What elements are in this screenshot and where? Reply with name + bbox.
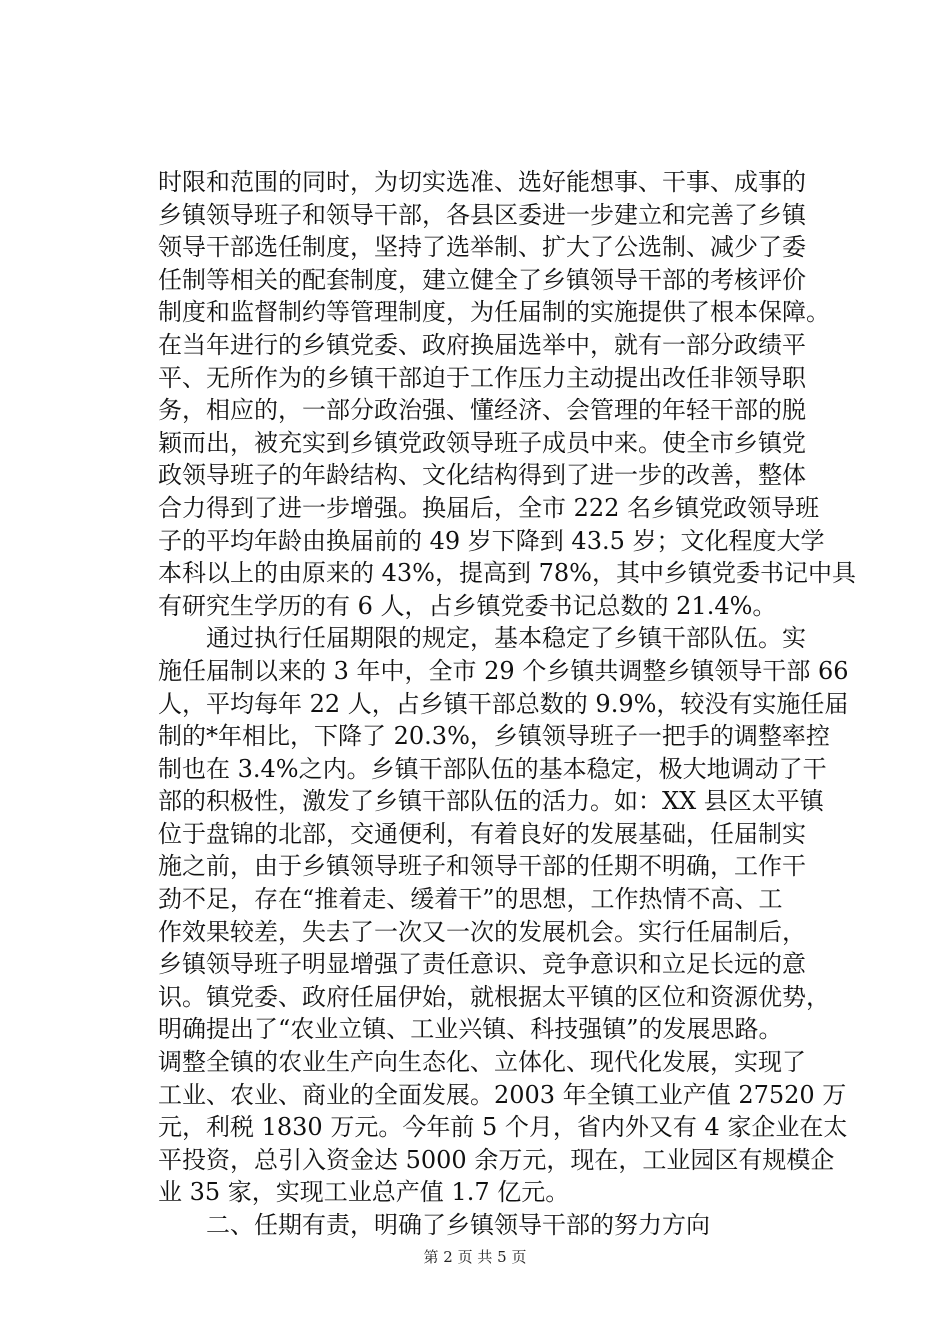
section-heading bbox=[158, 1209, 858, 1242]
text-line: 位于盘锦的北部，交通便利，有着良好的发展基础，任届制实 bbox=[158, 819, 806, 848]
text-line: 部的积极性，激发了乡镇干部队伍的活力。如：XX 县区太平镇 bbox=[158, 787, 824, 816]
text-line: 制度和监督制约等管理制度，为任届制的实施提供了根本保障。 bbox=[158, 298, 830, 327]
text-line: 领导干部选任制度，坚持了选举制、扩大了公选制、减少了委 bbox=[158, 233, 806, 262]
text-line: 平投资，总引入资金达 5000 余万元，现在，工业园区有规模企 bbox=[158, 1145, 835, 1174]
text-line: 调整全镇的农业生产向生态化、立体化、现代化发展，实现了 bbox=[158, 1048, 806, 1077]
text-line: 元，利税 1830 万元。今年前 5 个月，省内外又有 4 家企业在太 bbox=[158, 1113, 848, 1142]
text-line: 时限和范围的同时，为切实选准、选好能想事、干事、成事的 bbox=[158, 168, 806, 196]
page-number-label: 第 2 页 共 5 页 bbox=[423, 1248, 527, 1266]
text-line: 劲不足，存在“推着走、缓着干”的思想，工作热情不高、工 bbox=[158, 885, 783, 914]
text-line: 作效果较差，失去了一次又一次的发展机会。实行任届制后， bbox=[158, 917, 806, 946]
section-heading-text: 二、任期有责，明确了乡镇领导干部的努力方向 bbox=[206, 1211, 710, 1239]
text-line: 人，平均每年 22 人，占乡镇干部总数的 9.9%，较没有实施任届 bbox=[158, 689, 849, 718]
text-line: 平、无所作为的乡镇干部迫于工作压力主动提出改任非领导职 bbox=[158, 363, 806, 392]
text-line: 本科以上的由原来的 43%，提高到 78%，其中乡镇党委书记中具 bbox=[158, 559, 856, 588]
document-body bbox=[158, 166, 858, 1242]
text-line: 业 35 家，实现工业总产值 1.7 亿元。 bbox=[158, 1178, 570, 1207]
text-line: 在当年进行的乡镇党委、政府换届选举中，就有一部分政绩平 bbox=[158, 330, 806, 359]
text-line: 任制等相关的配套制度，建立健全了乡镇领导干部的考核评价 bbox=[158, 265, 806, 294]
paragraph-1 bbox=[158, 166, 858, 622]
text-line: 制也在 3.4%之内。乡镇干部队伍的基本稳定，极大地调动了干 bbox=[158, 754, 827, 783]
text-line: 明确提出了“农业立镇、工业兴镇、科技强镇”的发展思路。 bbox=[158, 1015, 783, 1044]
paragraph-2 bbox=[158, 622, 858, 1209]
text-line-first: 通过执行任届期限的规定，基本稳定了乡镇干部队伍。实 bbox=[206, 624, 806, 653]
text-line: 务，相应的，一部分政治强、懂经济、会管理的年轻干部的脱 bbox=[158, 396, 806, 425]
text-line: 制的*年相比，下降了 20.3%，乡镇领导班子一把手的调整率控 bbox=[158, 722, 830, 751]
text-line: 乡镇领导班子明显增强了责任意识、竞争意识和立足长远的意 bbox=[158, 950, 806, 979]
text-line: 颖而出，被充实到乡镇党政领导班子成员中来。使全市乡镇党 bbox=[158, 428, 806, 457]
text-line: 识。镇党委、政府任届伊始，就根据太平镇的区位和资源优势， bbox=[158, 982, 830, 1011]
text-line: 政领导班子的年龄结构、文化结构得到了进一步的改善，整体 bbox=[158, 461, 806, 490]
text-line: 合力得到了进一步增强。换届后，全市 222 名乡镇党政领导班 bbox=[158, 493, 820, 522]
text-line: 子的平均年龄由换届前的 49 岁下降到 43.5 岁；文化程度大学 bbox=[158, 526, 825, 555]
page-footer bbox=[0, 1246, 950, 1267]
text-line: 施之前，由于乡镇领导班子和领导干部的任期不明确，工作干 bbox=[158, 852, 806, 881]
text-line: 施任届制以来的 3 年中，全市 29 个乡镇共调整乡镇领导干部 66 bbox=[158, 656, 849, 685]
text-line: 有研究生学历的有 6 人，占乡镇党委书记总数的 21.4%。 bbox=[158, 591, 777, 620]
text-line: 工业、农业、商业的全面发展。2003 年全镇工业产值 27520 万 bbox=[158, 1080, 847, 1109]
text-line: 乡镇领导班子和领导干部，各县区委进一步建立和完善了乡镇 bbox=[158, 200, 806, 229]
